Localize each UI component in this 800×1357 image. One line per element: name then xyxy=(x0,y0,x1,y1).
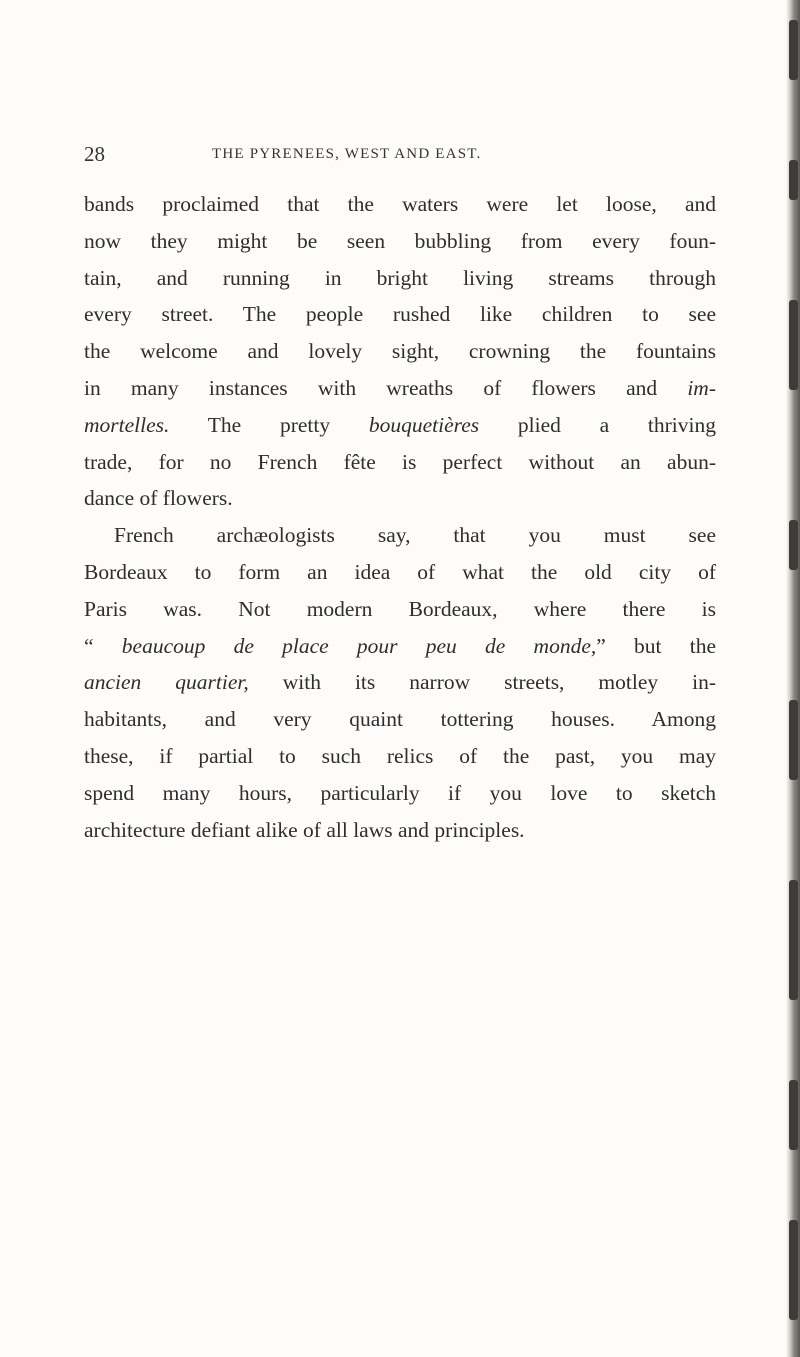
edge-mark xyxy=(789,300,798,390)
text-run: “ xyxy=(84,633,122,658)
italic-run: mortelles. xyxy=(84,412,170,437)
page-edge-shadow xyxy=(786,0,800,1357)
text-line: dance of flowers. xyxy=(84,486,233,511)
text-line: trade, for no French fête is perfect without an abun- xyxy=(84,449,716,474)
text-line: French archæologists say, that you must see xyxy=(114,523,716,548)
running-head xyxy=(84,134,734,174)
text-line: the welcome and lovely sight, crowning the fountains xyxy=(84,339,716,364)
text-line: Bordeaux to form an idea of what the old city of xyxy=(84,559,716,584)
text-run: plied a thriving xyxy=(479,412,716,437)
text-line: architecture defiant alike of all laws and principles. xyxy=(84,817,525,842)
text-line: these, if partial to such relics of the past, you may xyxy=(84,743,716,768)
edge-mark xyxy=(789,160,798,200)
paragraph-2 xyxy=(84,517,716,848)
text-run: The pretty xyxy=(169,412,369,437)
running-title: THE PYRENEES, WEST AND EAST. xyxy=(212,146,482,162)
page-number: 28 xyxy=(84,142,105,166)
paragraph-1 xyxy=(84,186,716,517)
body-text xyxy=(84,186,716,848)
edge-mark xyxy=(789,20,798,80)
text-line xyxy=(84,628,716,665)
italic-run: bouquetières xyxy=(368,412,480,437)
text-line xyxy=(84,370,716,407)
text-line: every street. The people rushed like children to see xyxy=(84,302,716,327)
text-line: habitants, and very quaint tottering houses. Among xyxy=(84,707,716,732)
text-line: tain, and running in bright living streams through xyxy=(84,265,716,290)
text-line: bands proclaimed that the waters were let loose, and xyxy=(84,192,716,216)
italic-run: beaucoup de place pour peu de monde, xyxy=(121,633,597,658)
text-line xyxy=(84,664,716,701)
edge-mark xyxy=(789,1220,798,1320)
text-line: Paris was. Not modern Bordeaux, where there is xyxy=(84,596,716,621)
text-line: now they might be seen bubbling from every foun- xyxy=(84,228,716,253)
edge-mark xyxy=(789,520,798,570)
edge-mark xyxy=(789,700,798,780)
edge-mark xyxy=(789,880,798,1000)
text-line xyxy=(84,407,716,444)
italic-run: ancien quartier, xyxy=(84,670,249,695)
edge-mark xyxy=(789,1080,798,1150)
text-line: spend many hours, particularly if you love to sketch xyxy=(84,780,716,805)
text-run: with its narrow streets, motley in- xyxy=(248,670,716,695)
text-run: in many instances with wreaths of flowers and xyxy=(84,375,688,400)
text-run: ” but the xyxy=(596,633,716,658)
italic-run: im- xyxy=(687,375,716,400)
